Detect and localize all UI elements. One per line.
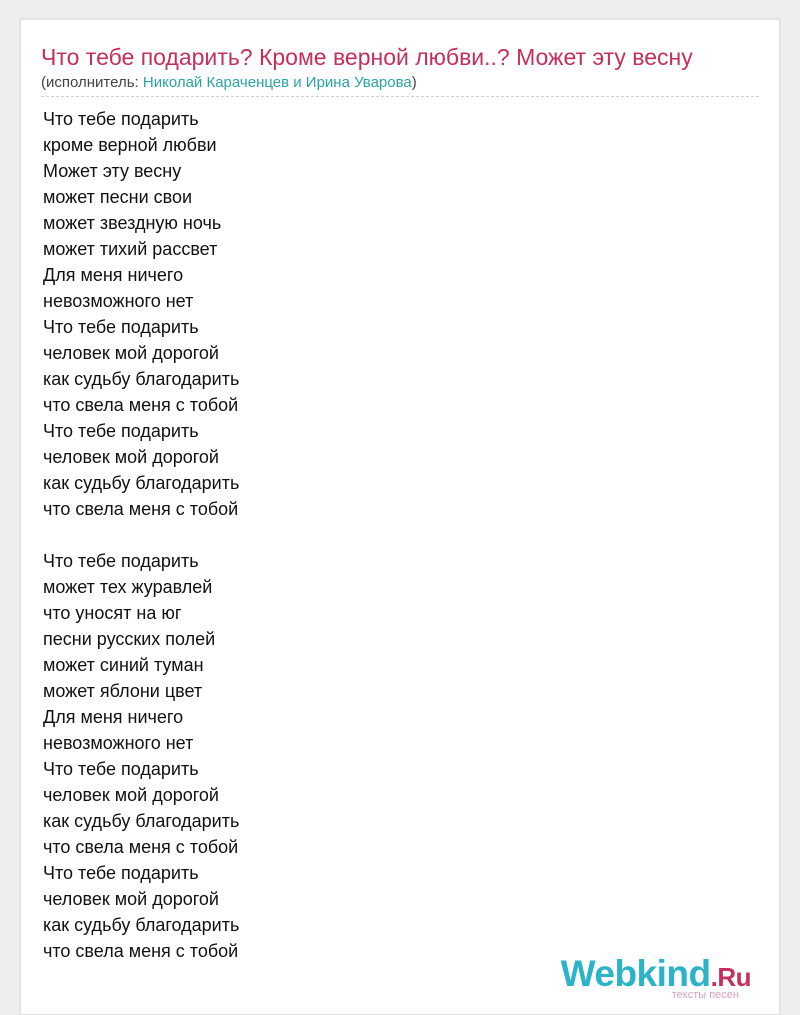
lyric-line: может тихий рассвет xyxy=(43,239,218,259)
lyric-line: что свела меня с тобой xyxy=(43,395,239,415)
lyric-line: может тех журавлей xyxy=(43,577,213,597)
lyric-line: невозможного нет xyxy=(43,733,194,753)
page-title: Что тебе подарить? Кроме верной любви..? Может эту весну xyxy=(41,44,693,70)
lyric-line: Что тебе подарить xyxy=(43,759,199,779)
lyric-line: человек мой дорогой xyxy=(43,343,219,363)
lyric-line: Для меня ничего xyxy=(43,707,184,727)
lyric-line: как судьбу благодарить xyxy=(43,915,240,935)
artist-prefix: (исполнитель: xyxy=(41,74,143,91)
lyric-line: Что тебе подарить xyxy=(43,421,199,441)
lyric-line: человек мой дорогой xyxy=(43,889,219,909)
logo-tld: .Ru xyxy=(710,962,751,992)
site-logo[interactable] xyxy=(560,953,751,1001)
artist-line xyxy=(41,74,417,91)
lyric-line: Что тебе подарить xyxy=(43,863,199,883)
lyric-line: Что тебе подарить xyxy=(43,109,199,129)
lyrics-card xyxy=(20,19,780,1015)
lyric-line: как судьбу благодарить xyxy=(43,811,240,831)
lyric-line: Может эту весну xyxy=(43,161,182,181)
lyric-line: может песни свои xyxy=(43,187,193,207)
artist-link[interactable]: Николай Караченцев и Ирина Уварова xyxy=(142,74,412,91)
lyric-line: как судьбу благодарить xyxy=(43,473,240,493)
lyric-line: Для меня ничего xyxy=(43,265,184,285)
stanza-break xyxy=(43,522,239,548)
lyric-line: может яблони цвет xyxy=(43,681,203,701)
lyric-line: что свела меня с тобой xyxy=(43,837,239,857)
lyric-line: Что тебе подарить xyxy=(43,317,199,337)
lyric-line: кроме верной любви xyxy=(43,135,217,155)
lyric-line: может звездную ночь xyxy=(43,213,222,233)
lyric-line: Что тебе подарить xyxy=(43,551,199,571)
lyric-line: песни русских полей xyxy=(43,629,216,649)
header-divider xyxy=(41,96,759,97)
artist-suffix: ) xyxy=(411,74,417,91)
lyric-line: что уносят на юг xyxy=(43,603,182,623)
lyric-line: может синий туман xyxy=(43,655,204,675)
lyrics-text xyxy=(43,106,239,964)
lyric-line: что свела меня с тобой xyxy=(43,941,239,961)
logo-tagline: тексты песен xyxy=(671,989,739,1001)
lyric-line: что свела меня с тобой xyxy=(43,499,239,519)
logo-brand: Webkind xyxy=(560,953,711,994)
lyric-line: невозможного нет xyxy=(43,291,194,311)
lyric-line: человек мой дорогой xyxy=(43,785,219,805)
lyric-line: как судьбу благодарить xyxy=(43,369,240,389)
lyric-line: человек мой дорогой xyxy=(43,447,219,467)
